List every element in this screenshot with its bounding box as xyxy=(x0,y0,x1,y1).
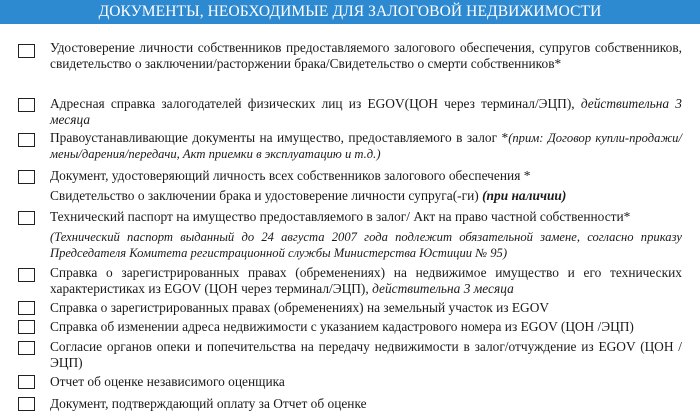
checkbox[interactable] xyxy=(18,170,35,184)
item-text-condition: (при наличии) xyxy=(482,188,567,203)
checkbox[interactable] xyxy=(18,320,35,334)
checkbox[interactable] xyxy=(18,133,35,147)
checkbox[interactable] xyxy=(18,44,35,58)
item-text-main: Адресная справка залогодателей физических лиц из EGOV(ЦОН через терминал/ЭЦП), xyxy=(50,96,575,111)
checkbox[interactable] xyxy=(18,301,35,315)
item-text xyxy=(50,130,682,162)
tech-passport-note: (Технический паспорт выданный до 24 августа 2007 года подлежит обязательной замене, согласно приказу Председателя Комитета регистрационной службы Министерства Юстиции № 95) xyxy=(50,230,682,261)
item-text: Документ, подтверждающий оплату за Отчет об оценке xyxy=(50,396,367,411)
item-text: Документ, удостоверяющий личность всех собственников залогового обеспечения * xyxy=(50,168,531,183)
item-text-main: Свидетельство о заключении брака и удостоверение личности супруга(-ги) xyxy=(50,188,479,203)
item-text xyxy=(50,96,682,128)
item-text: Технический паспорт на имущество предоставляемого в залог/ Акт на право частной собственности* xyxy=(50,209,631,224)
checkbox[interactable] xyxy=(18,211,35,225)
item-text-validity: действительна 3 месяца xyxy=(368,281,514,297)
checkbox[interactable] xyxy=(18,375,35,389)
item-text-note: (прим: Договор купли-продажи/мены/дарения/передачи, Акт приемки в эксплуатацию и т.д.) xyxy=(50,131,682,162)
item-text: Отчет об оценке независимого оценщика xyxy=(50,374,285,389)
checkbox[interactable] xyxy=(18,341,35,355)
item-text: Справка об изменении адреса недвижимости с указанием кадастрового номера из EGOV (ЦОН /ЭЦП) xyxy=(50,319,634,334)
checkbox[interactable] xyxy=(18,397,35,411)
item-text-main: Правоустанавливающие документы на имущество, предоставляемого в залог * xyxy=(50,130,509,145)
item-text xyxy=(50,188,682,204)
checkbox[interactable] xyxy=(18,268,35,282)
page-title: ДОКУМЕНТЫ, НЕОБХОДИМЫЕ ДЛЯ ЗАЛОГОВОЙ НЕДВИЖИМОСТИ xyxy=(0,0,700,24)
item-text-validity: действительна 3 месяца xyxy=(50,96,682,128)
item-text: Удостоверение личности собственников предоставляемого залогового обеспечения, супругов собственников, свидетельство о заключении/расторжении брака/Свидетельство о смерти собственников* xyxy=(50,40,682,72)
item-text: Согласие органов опеки и попечительства на передачу недвижимости в залог/отчуждение из EGOV (ЦОН /ЭЦП) xyxy=(50,339,682,371)
item-text-main: Справка о зарегистрированных правах (обременениях) на недвижимое имущество и его технических характеристиках из EGOV (ЦОН через терминал/ЭЦП), xyxy=(50,265,682,297)
item-text: Справка о зарегистрированных правах (обременениях) на земельный участок из EGOV xyxy=(50,300,550,315)
checkbox[interactable] xyxy=(18,98,35,112)
item-text xyxy=(50,265,682,297)
